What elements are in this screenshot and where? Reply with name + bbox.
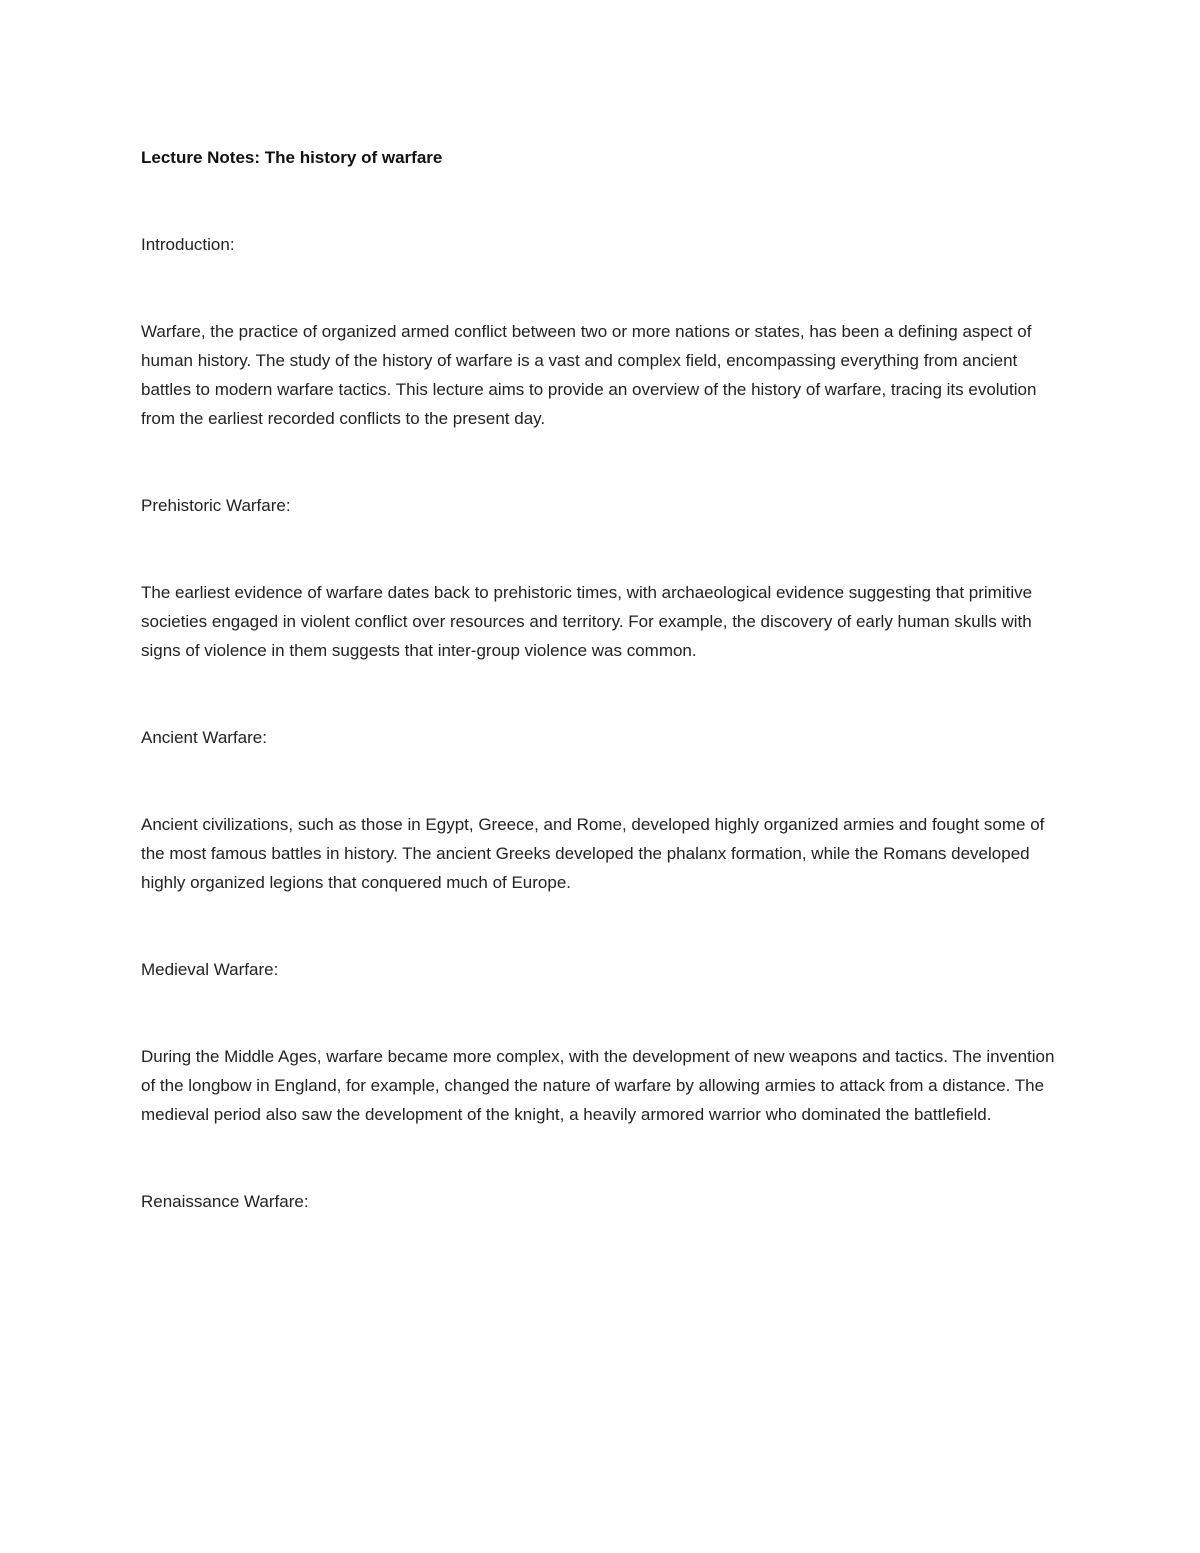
section-heading-medieval: Medieval Warfare: — [141, 960, 279, 979]
document-title: Lecture Notes: The history of warfare — [141, 148, 443, 167]
section-heading-ancient: Ancient Warfare: — [141, 728, 267, 747]
document-content — [141, 143, 1071, 1216]
section-heading-renaissance: Renaissance Warfare: — [141, 1192, 309, 1211]
section-heading-prehistoric: Prehistoric Warfare: — [141, 496, 291, 515]
section-body-introduction: Warfare, the practice of organized armed conflict between two or more nations or states, has been a defining aspect of human history. The study of the history of warfare is a vast and complex field, encompassing everything from ancient battles to modern warfare tactics. This lecture aims to provide an overview of the history of warfare, tracing its evolution from the earliest recorded conflicts to the present day. — [141, 322, 1037, 428]
section-body-prehistoric: The earliest evidence of warfare dates back to prehistoric times, with archaeological evidence suggesting that primitive societies engaged in violent conflict over resources and territory. For example, the discovery of early human skulls with signs of violence in them suggests that inter-group violence was common. — [141, 583, 1033, 660]
section-heading-introduction: Introduction: — [141, 235, 235, 254]
section-body-medieval: During the Middle Ages, warfare became more complex, with the development of new weapons and tactics. The invention of the longbow in England, for example, changed the nature of warfare by allowing armies to attack from a distance. The medieval period also saw the development of the knight, a heavily armored warrior who dominated the battlefield. — [141, 1047, 1055, 1124]
section-body-ancient: Ancient civilizations, such as those in Egypt, Greece, and Rome, developed highly organized armies and fought some of the most famous battles in history. The ancient Greeks developed the phalanx formation, while the Romans developed highly organized legions that conquered much of Europe. — [141, 815, 1045, 892]
